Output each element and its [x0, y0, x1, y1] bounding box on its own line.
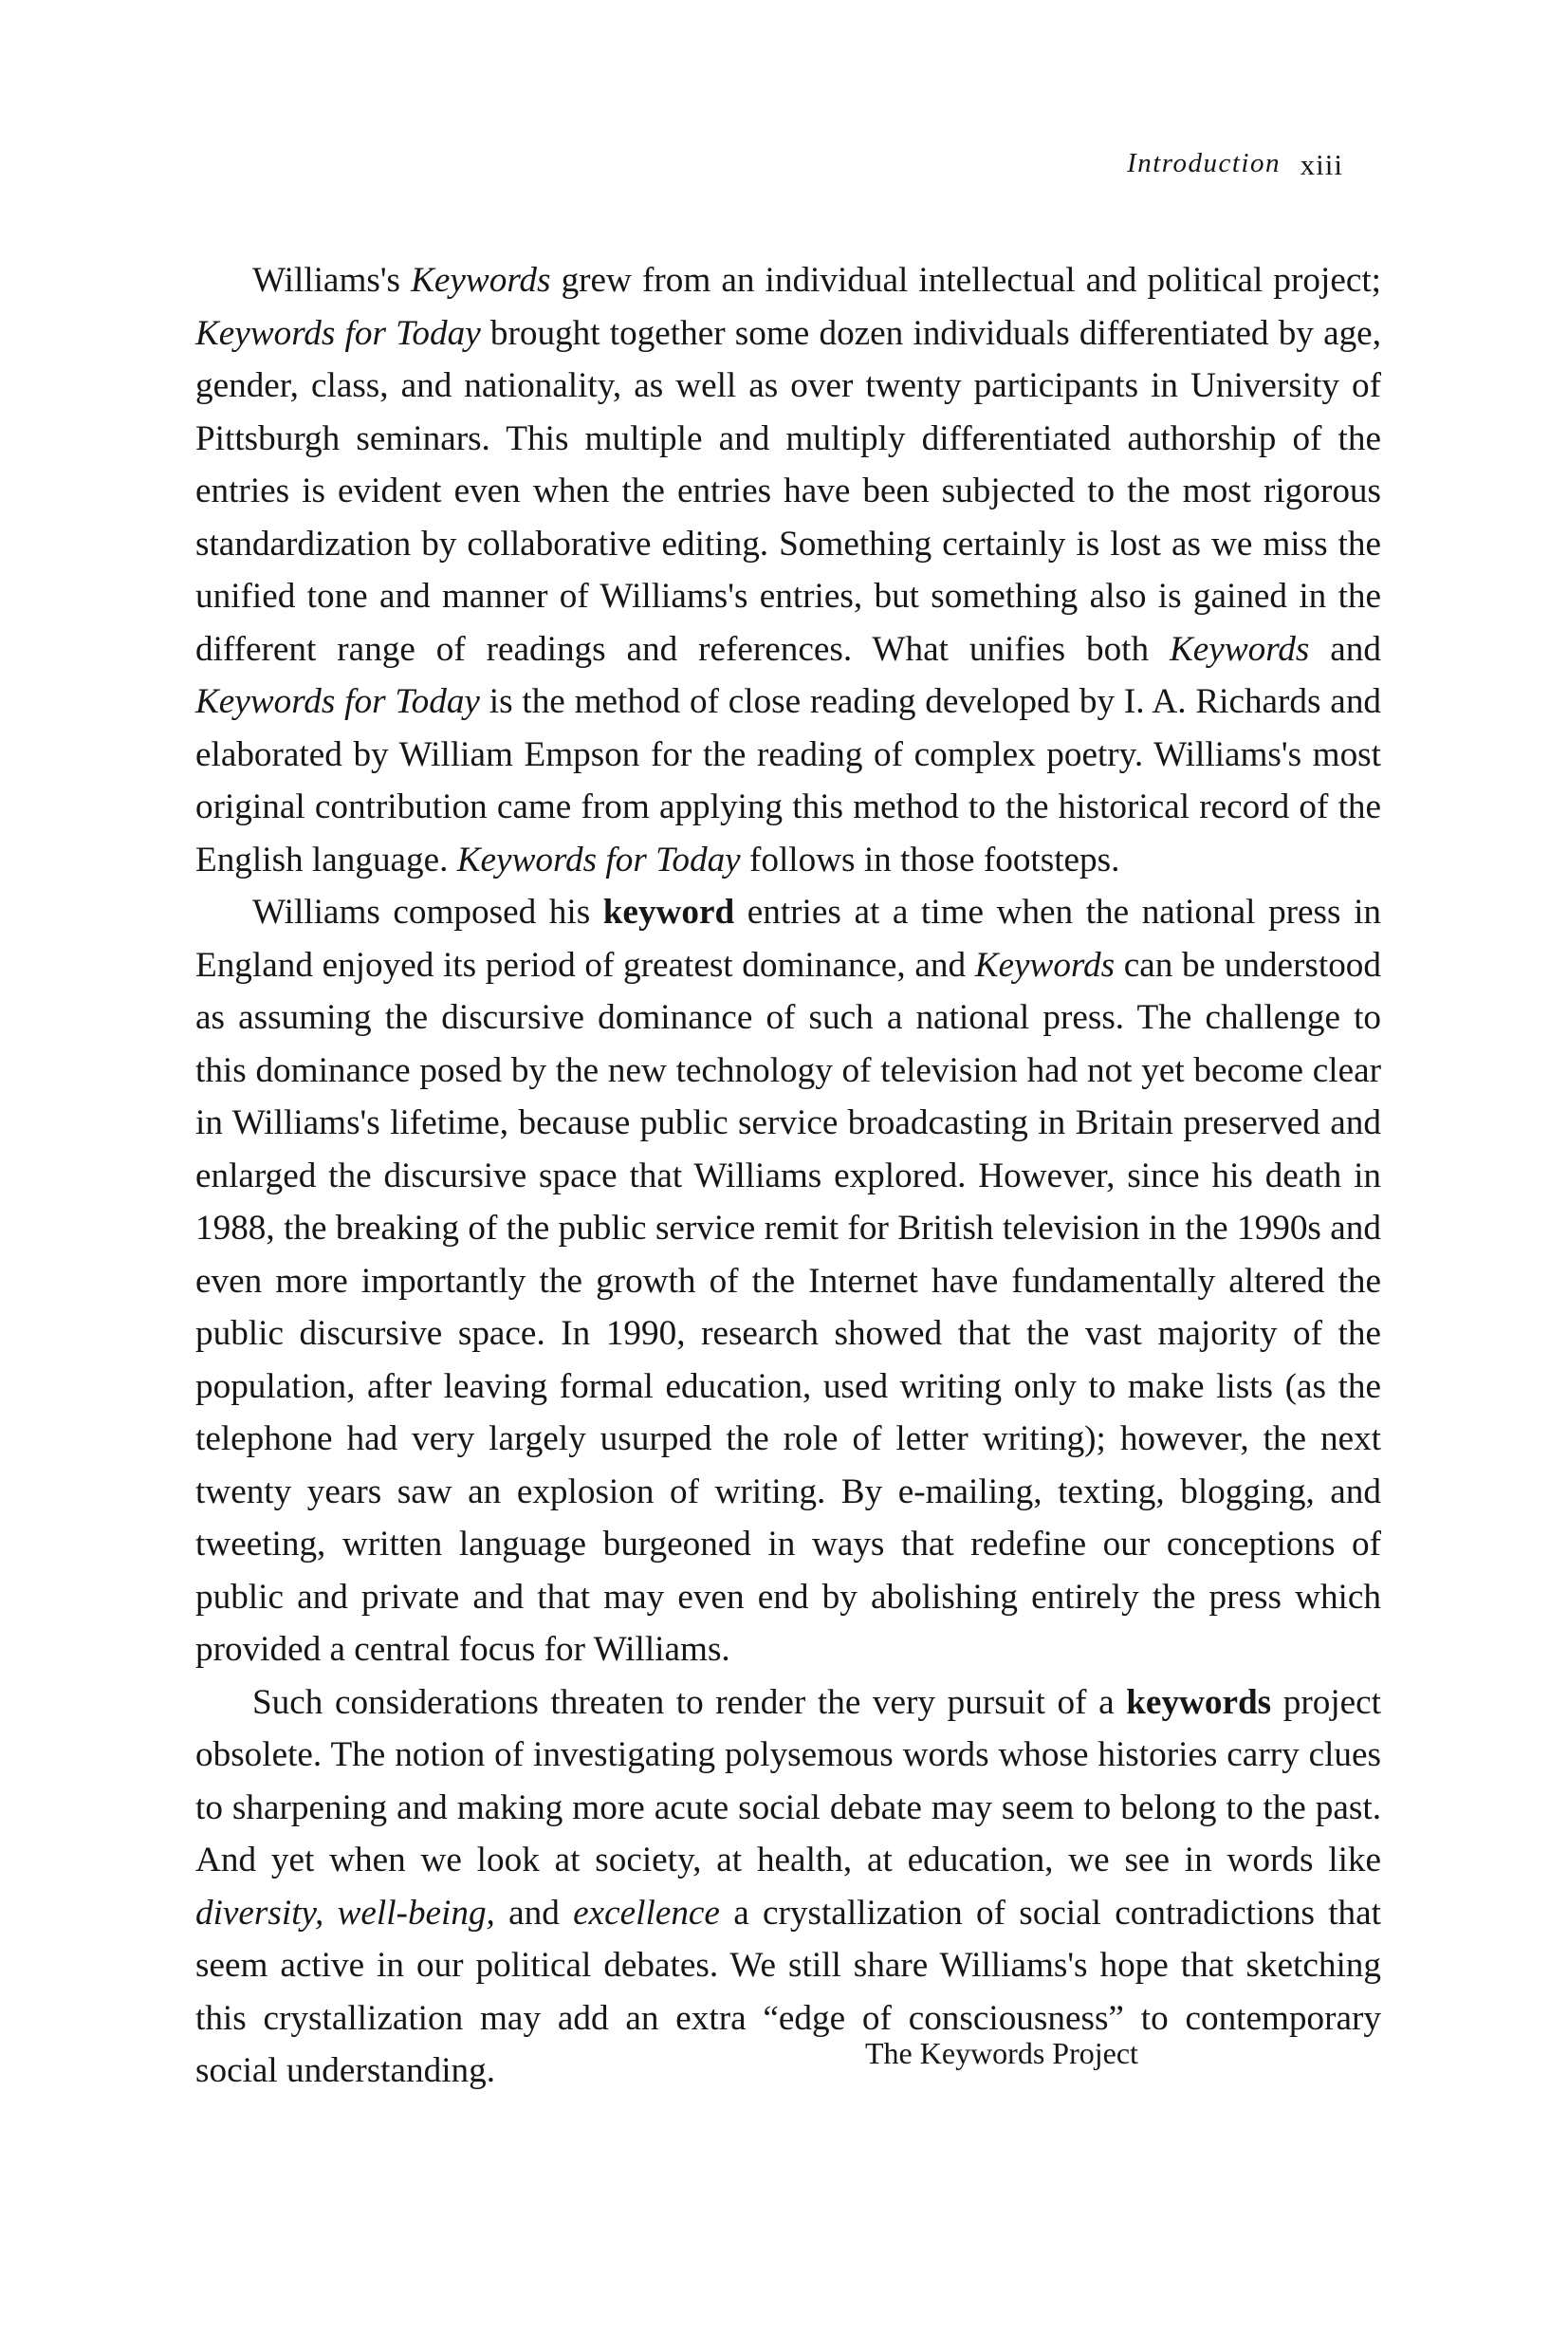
text-run: and — [494, 1893, 574, 1933]
text-run: entries at a time when the national press in England enjoyed its period of greatest dominance, and — [195, 893, 1381, 985]
body-text — [195, 254, 1381, 2098]
text-run: is the method of close reading developed by I. A. Richards and elaborated by William Empson for the reading of complex poetry. Williams's most original contribution came from applying this method to the historical record of the English language. — [195, 682, 1382, 879]
text-run: Williams's — [252, 261, 412, 300]
running-head: Introduction — [1127, 148, 1281, 178]
text-run: can be understood as assuming the discursive dominance of such a national press. The challenge to this dominance posed by the new technology of television had not yet become clear in Williams's lifetime, because public service broadcasting in Britain preserved and enlarged the discursive space that Williams explored. However, since his death in 1988, the breaking of the public service remit for British television in the 1990s and even more importantly the growth of the Internet have fundamentally altered the public discursive space. In 1990, research showed that the vast majority of the population, after leaving formal education, used writing only to make lists (as the telephone had very largely usurped the role of letter writing); however, the next twenty years saw an explosion of writing. By e-mailing, texting, blogging, and tweeting, written language burgeoned in ways that redefine our conceptions of public and private and that may even end by abolishing entirely the press which provided a central focus for Williams. — [195, 945, 1381, 1669]
paragraph-3 — [195, 1676, 1381, 2098]
italic-run: Keywords for Today — [456, 840, 741, 879]
text-run: Such considerations threaten to render the very pursuit of a — [252, 1682, 1127, 1722]
paragraph-2 — [195, 886, 1381, 1676]
italic-run: Keywords for Today — [195, 682, 480, 721]
italic-run: diversity, well-being, — [195, 1893, 495, 1933]
text-run: follows in those footsteps. — [740, 840, 1120, 879]
paragraph-1 — [195, 254, 1381, 886]
text-run: brought together some dozen individuals differentiated by age, gender, class, and nationality, as well as over twenty participants in University of Pittsburgh seminars. This multiple and multiply differentiated authorship of the entries is evident even when the entries have been subjected to the most rigorous standardization by collaborative editing. Something certainly is lost as we miss the unified tone and manner of Williams's entries, but something also is gained in the different range of readings and references. What unifies both — [195, 313, 1381, 669]
italic-run: Keywords — [411, 261, 551, 300]
text-run: a crystallization of social contradictions that seem active in our political debates. We still share Williams's hope that sketching this crystallization may add an extra “edge of consciousness” to contemporary social understanding. — [195, 1893, 1381, 2090]
italic-run: Keywords — [974, 945, 1116, 985]
text-run: project obsolete. The notion of investigating polysemous words whose histories carry clues to sharpening and making more acute social debate may seem to belong to the past. And yet when we look at society, at health, at education, we see in words like — [195, 1682, 1381, 1879]
italic-run: Keywords — [1170, 629, 1310, 669]
text-run: and — [1309, 629, 1381, 669]
text-run: grew from an individual intellectual and political project; — [550, 261, 1382, 300]
italic-run: excellence — [573, 1893, 720, 1933]
bold-run: keywords — [1126, 1682, 1272, 1722]
text-run: Williams composed his — [252, 893, 603, 932]
italic-run: Keywords for Today — [195, 313, 481, 353]
bold-run: keyword — [602, 893, 735, 932]
page-number: xiii — [1300, 148, 1343, 181]
signature: The Keywords Project — [865, 2036, 1138, 2070]
